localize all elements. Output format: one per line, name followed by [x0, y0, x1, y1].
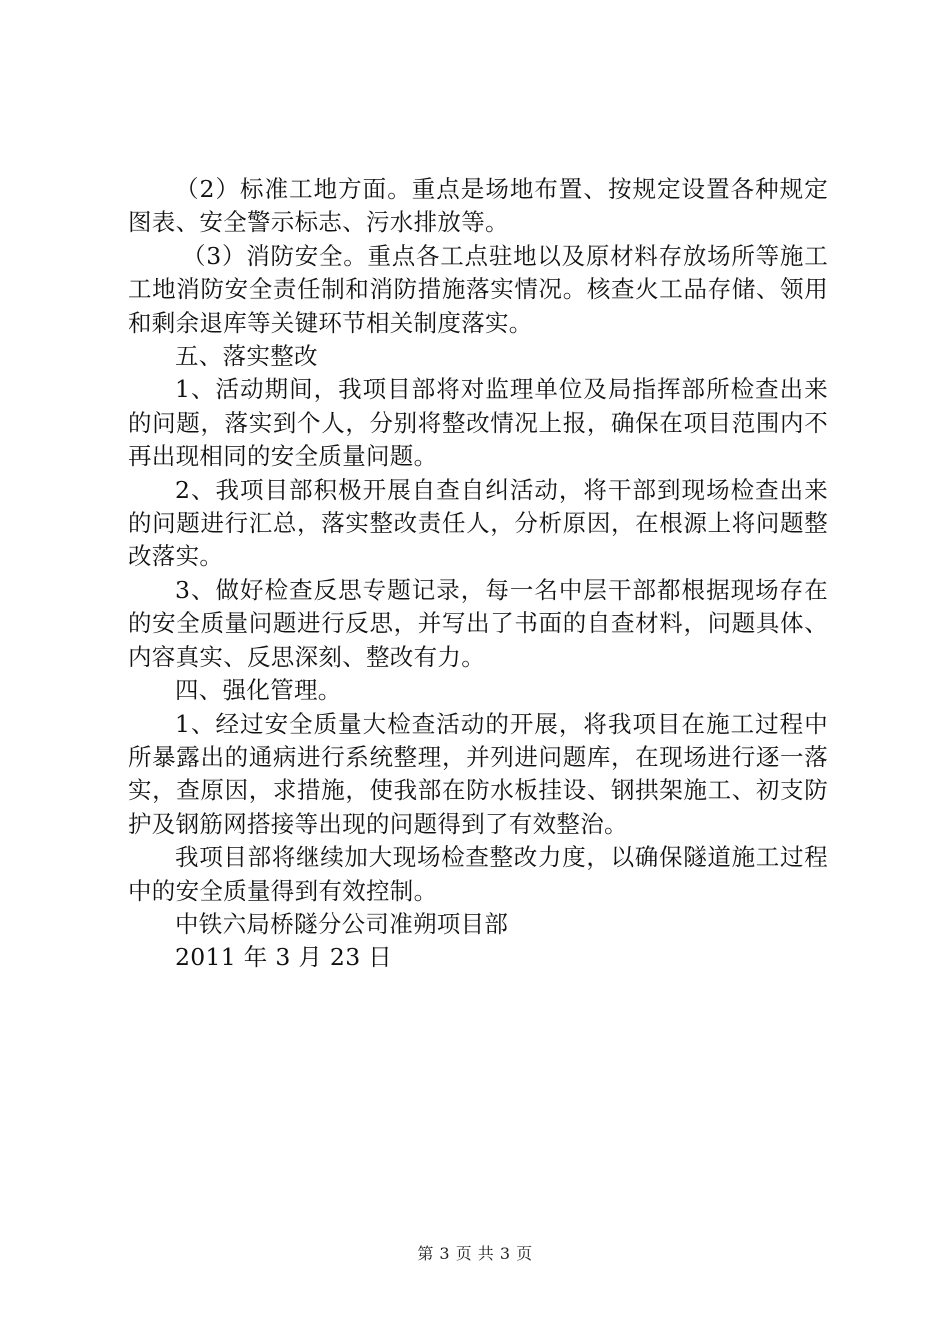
signature-organization: 中铁六局桥隧分公司准朔项目部: [175, 909, 509, 938]
document-body: [128, 173, 828, 975]
page-footer: 第 3 页 共 3 页: [417, 1244, 533, 1263]
paragraph-item-2: 2、我项目部积极开展自查自纠活动，将干部到现场检查出来的问题进行汇总，落实整改责任人，分析原因，在根源上将问题整改落实。: [128, 475, 828, 571]
paragraph-item-3: 3、做好检查反思专题记录，每一名中层干部都根据现场存在的安全质量问题进行反思，并写出了书面的自查材料，问题具体、内容真实、反思深刻、整改有力。: [128, 575, 828, 671]
signature-date: 2011 年 3 月 23 日: [175, 943, 393, 972]
section-heading-rectification: 五、落实整改: [175, 342, 318, 371]
paragraph-item-1: 1、活动期间，我项目部将对监理单位及局指挥部所检查出来的问题，落实到个人，分别将整改情况上报，确保在项目范围内不再出现相同的安全质量问题。: [128, 375, 828, 471]
paragraph-management-item-1: 1、经过安全质量大检查活动的开展，将我项目在施工过程中所暴露出的通病进行系统整理，并列进问题库，在现场进行逐一落实，查原因，求措施，使我部在防水板挂设、钢拱架施工、初支防护及钢筋网搭接等出现的问题得到了有效整治。: [128, 709, 828, 838]
section-heading-management: 四、强化管理。: [175, 676, 342, 705]
paragraph-conclusion: 我项目部将继续加大现场检查整改力度，以确保隧道施工过程中的安全质量得到有效控制。: [128, 843, 828, 905]
paragraph-fire-safety: （3）消防安全。重点各工点驻地以及原材料存放场所等施工工地消防安全责任制和消防措施落实情况。核查火工品存储、领用和剩余退库等关键环节相关制度落实。: [128, 241, 828, 337]
paragraph-standard-site: （2）标准工地方面。重点是场地布置、按规定设置各种规定图表、安全警示标志、污水排放等。: [128, 175, 828, 237]
